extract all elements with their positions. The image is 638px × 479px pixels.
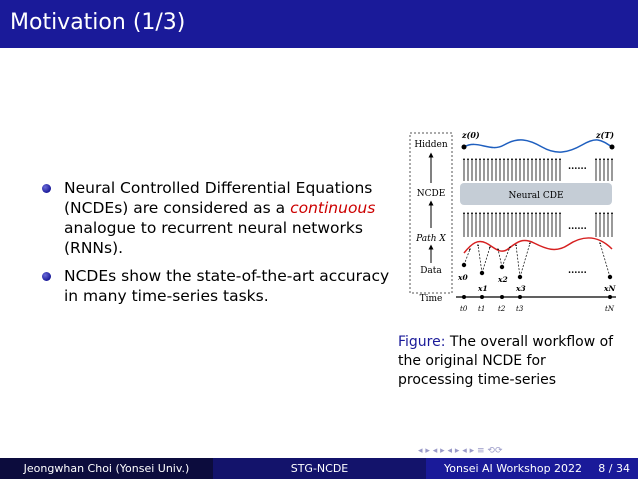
footer-author-block xyxy=(0,458,213,479)
caption-label: Figure: xyxy=(398,334,446,350)
hidden-start-point xyxy=(462,145,467,150)
footer-conference: Yonsei AI Workshop 2022 xyxy=(444,462,583,475)
bullet-text-emphasis: continuous xyxy=(290,199,376,217)
label-data: Data xyxy=(420,266,442,276)
footer-title-block xyxy=(213,458,426,479)
time-tick xyxy=(608,295,612,299)
beamer-navigation[interactable]: ◂ ▸ ◂ ▸ ◂ ▸ ◂ ▸ ≡ ⟲⟳ xyxy=(418,446,503,456)
t-label: t0 xyxy=(460,305,468,313)
x-label: x2 xyxy=(498,275,508,284)
label-time: Time xyxy=(419,294,443,304)
data-point xyxy=(518,275,522,279)
data-point xyxy=(462,263,466,267)
path-curve xyxy=(464,238,612,253)
figure-caption xyxy=(398,333,623,390)
x-label: x1 xyxy=(478,284,488,293)
bullet-item xyxy=(42,178,392,258)
time-tick xyxy=(500,295,504,299)
interpolation-arrow xyxy=(600,243,610,277)
data-point xyxy=(608,275,612,279)
hidden-end-point xyxy=(610,145,615,150)
data-point xyxy=(480,271,484,275)
ncde-workflow-figure xyxy=(400,125,622,325)
footer-info-block xyxy=(426,458,638,479)
t-label: t3 xyxy=(516,305,524,313)
label-hidden: Hidden xyxy=(414,140,448,150)
footer-author: Jeongwhan Choi (Yonsei Univ.) xyxy=(23,462,190,475)
bullet-text-post: analogue to recurrent neural networks (RNNs). xyxy=(64,219,363,257)
title-bar xyxy=(0,0,638,48)
lower-arrow-field xyxy=(464,213,612,237)
bullet-icon xyxy=(42,184,51,193)
dots-upper: ...... xyxy=(568,162,587,172)
bullet-icon xyxy=(42,272,51,281)
bullet-text-pre: Neural Controlled Differential Equations (NCDEs) are considered as a xyxy=(64,179,373,217)
page-number: 8 / 34 xyxy=(598,462,630,475)
workflow-diagram xyxy=(400,125,622,325)
time-tick xyxy=(462,295,466,299)
bullet-text: NCDEs show the state-of-the-art accuracy in many time-series tasks. xyxy=(64,267,390,305)
interpolation-arrow xyxy=(516,245,520,277)
label-path: Path X xyxy=(416,234,446,244)
dots-lower: ...... xyxy=(568,222,587,232)
bullet-item xyxy=(42,266,392,306)
interpolation-arrow xyxy=(482,247,490,273)
footer xyxy=(0,458,638,479)
bullet-list xyxy=(42,178,392,314)
upper-arrow-field xyxy=(464,159,612,181)
neural-cde-label: Neural CDE xyxy=(508,191,564,201)
label-zT: z(T) xyxy=(596,130,615,140)
label-z0: z(0) xyxy=(462,130,480,140)
hidden-state-curve xyxy=(464,140,612,152)
x-label: x3 xyxy=(516,284,526,293)
t-label: t2 xyxy=(498,305,506,313)
t-label: t1 xyxy=(478,305,486,313)
t-label: tN xyxy=(605,305,614,313)
label-ncde: NCDE xyxy=(416,189,446,199)
time-tick xyxy=(518,295,522,299)
data-point xyxy=(500,265,504,269)
interpolation-arrows xyxy=(464,243,610,277)
slide-title: Motivation (1/3) xyxy=(10,10,186,35)
time-tick xyxy=(480,295,484,299)
caption-text: The overall workflow of the original NCDE for processing time-series xyxy=(398,334,614,388)
interpolation-arrow xyxy=(478,245,482,273)
interpolation-arrow xyxy=(520,243,530,277)
x-label: x0 xyxy=(458,273,468,282)
x-label: xN xyxy=(604,284,616,293)
dots-data: ...... xyxy=(568,266,587,276)
footer-short-title: STG-NCDE xyxy=(290,462,349,475)
